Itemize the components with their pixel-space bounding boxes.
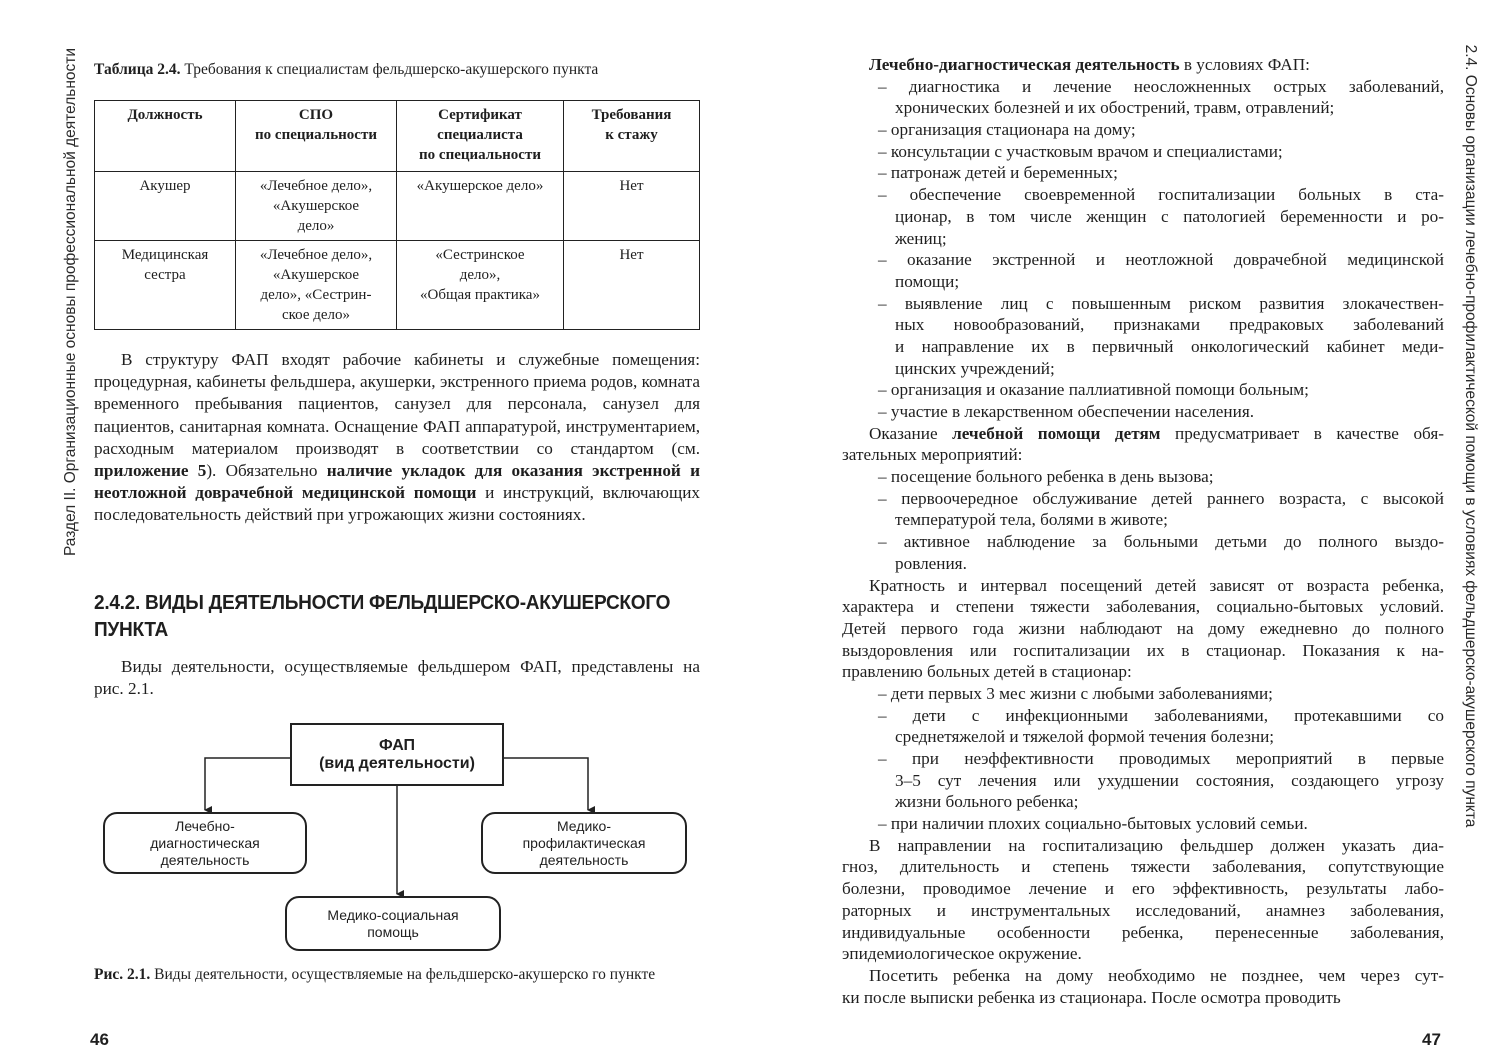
page-number-left: 46 (90, 1030, 109, 1049)
box-label: помощь (367, 923, 419, 940)
list-item: – активное наблюдение за больными детьми до полного выздо- (878, 532, 1444, 552)
box-label: (вид деятельности) (319, 754, 475, 772)
table-caption-label: Таблица 2.4. (94, 61, 181, 78)
table-cell: Медицинская сестра (95, 241, 236, 330)
text-line: среднетяжелой и тяжелой формой течения болезни; (895, 727, 1275, 747)
text-line: выздоровления или госпитализации их в стационар. Показания к на- (842, 640, 1444, 660)
list-item: – патронаж детей и беременных; (878, 163, 1118, 183)
list-item: – обеспечение своевременной госпитализации больных в ста- (878, 185, 1444, 205)
text-line: раторных и инструментальных исследований, анамнез заболевания, (842, 900, 1444, 920)
text-line: ки после выписки ребенка из стационара. После осмотра проводить (842, 987, 1341, 1007)
connector-left (205, 758, 290, 810)
table-cell: Акушер (95, 172, 236, 241)
text-line: Оказание лечебной помощи детям предусматривает в качестве обя- (869, 423, 1444, 443)
figure-caption (94, 965, 700, 985)
table-row (95, 241, 700, 330)
running-head-right: 2.4. Основы организации лечебно-профилактической помощи в условиях фельдшерско-акушерского пункта (1462, 44, 1479, 828)
diagram-box-treatment (103, 812, 307, 874)
paragraph-text: ). Обязательно (206, 461, 327, 481)
table-header-cell: Сертификат специалиста по специальности (397, 101, 564, 172)
box-label: Медико- (556, 817, 612, 834)
list-item: – выявление лиц с повышенным риском развития злокачествен- (878, 293, 1444, 313)
requirements-table (94, 100, 700, 330)
table-cell: «Лечебное дело», «Акушерское дело», «Сестрин- ское дело» (236, 241, 397, 330)
box-label: диагностическая (150, 834, 260, 851)
table-row (95, 172, 700, 241)
text-line: 3–5 сут лечения или ухудшении состояния, создающего угрозу (895, 770, 1444, 790)
running-head-left: Раздел II. Организационные основы профессиональной деятельности (62, 47, 79, 557)
box-label: ФАП (378, 736, 416, 754)
text-line: и направление их в первичный онкологический кабинет меди- (895, 336, 1444, 356)
text-line: цинских учреждений; (895, 358, 1055, 378)
figure-caption-text: Виды деятельности, осуществляемые на фельдшерско-акушерско го пункте (150, 966, 656, 983)
heading-bold: Лечебно-диагностическая деятельность (869, 55, 1180, 74)
text-line: помощи; (895, 271, 960, 291)
right-column (842, 54, 1444, 1008)
text-line: Детей первого года жизни наблюдают на дому ежедневно до полного (842, 618, 1444, 638)
appendix-reference: приложение 5 (94, 461, 207, 481)
table-cell: «Акушерское дело» (397, 172, 564, 241)
box-label: Лечебно- (175, 817, 235, 834)
page-number-right: 47 (1422, 1030, 1441, 1049)
text-line: ных новообразований, признаками предраковых заболеваний (895, 315, 1444, 335)
list-item: – участие в лекарственном обеспечении населения. (878, 402, 1255, 421)
box-label: профилактическая (522, 834, 646, 851)
text-line: жениц; (895, 228, 947, 248)
list-item: – диагностика и лечение неосложненных острых заболеваний, (878, 76, 1444, 96)
table-cell: «Лечебное дело», «Акушерское дело» (236, 172, 397, 241)
text-line: ровления. (895, 553, 967, 573)
text-line: хронических болезней и их обострений, травм, отравлений; (895, 98, 1335, 118)
diagram-box-social (285, 896, 501, 951)
list-item: – первоочередное обслуживание детей раннего возраста, с высокой (878, 488, 1444, 508)
text-line: эпидемиологическое окружение. (842, 944, 1082, 964)
activities-diagram (98, 720, 698, 960)
table-cell: Нет (564, 172, 700, 241)
list-item: – дети с инфекционными заболеваниями, протекавшими со (878, 705, 1444, 725)
box-label: деятельность (539, 851, 629, 868)
text-line: В направлении на госпитализацию фельдшер должен указать диа- (869, 835, 1444, 855)
text-line: зательных мероприятий: (842, 445, 1023, 465)
paragraph-emphasis: наличие укладок для оказания экстренной и неотложной доврачебной медицинской помощи (94, 461, 700, 503)
text-line: правлению больных детей в стационар: (842, 662, 1132, 682)
text-line: температурой тела, болями в животе; (895, 510, 1168, 530)
list-item: – консультации с участковым врачом и специалистами; (878, 141, 1283, 161)
section-heading: 2.4.2. ВИДЫ ДЕЯТЕЛЬНОСТИ ФЕЛЬДШЕРСКО-АКУШЕРСКОГО ПУНКТА (94, 591, 671, 641)
paragraph-text: Виды деятельности, осуществляемые фельдшером ФАП, представлены на рис. 2.1. (94, 657, 700, 699)
diagram-box-fap (290, 723, 504, 786)
list-item: – при неэффективности проводимых мероприятий в первые (878, 749, 1444, 768)
table-caption (94, 61, 598, 79)
left-paragraph-2 (94, 656, 700, 700)
text-line: Кратность и интервал посещений детей зависят от возраста ребенка, (869, 575, 1444, 595)
list-item: – организация и оказание паллиативной помощи больным; (878, 380, 1309, 400)
table-header-cell: СПО по специальности (236, 101, 397, 172)
figure-caption-label: Рис. 2.1. (94, 966, 151, 983)
table-cell: Нет (564, 241, 700, 330)
box-label: Медико-социальная (327, 906, 459, 923)
heading-rest: в условиях ФАП: (1179, 55, 1310, 74)
right-column-lines (842, 76, 1444, 1009)
box-label: деятельность (160, 851, 250, 868)
emphasis: лечебной помощи детям (952, 423, 1161, 443)
text-line: жизни больного ребенка; (895, 792, 1079, 812)
table-cell: «Сестринское дело», «Общая практика» (397, 241, 564, 330)
list-item: – посещение больного ребенка в день вызова; (878, 467, 1214, 487)
table-header-cell: Требования к стажу (564, 101, 700, 172)
left-paragraph (94, 349, 700, 527)
text-line: болезни, проводимое лечение и его эффективность, результаты лабо- (842, 879, 1444, 899)
connector-right (504, 758, 588, 810)
table-header-cell: Должность (95, 101, 236, 172)
text-line: индивидуальные особенности ребенка, перенесенные заболевания, (842, 922, 1444, 942)
list-item: – организация стационара на дому; (878, 120, 1136, 140)
list-item: – дети первых 3 мес жизни с любыми заболеваниями; (878, 683, 1273, 703)
table-header-row (95, 101, 700, 172)
paragraph-text: В структуру ФАП входят рабочие кабинеты и служебные помещения: процедурная, кабинеты фельдшера, акушерки, экстренного приема родов, комната временного пребывания пациентов, санузел для персонала, санузел для пациентов, санитарная комната. Оснащение ФАП аппаратурой, инструментарием, расходным материалом производят в соответствии со стандартом (см. (94, 350, 700, 458)
text-line: характера и степени тяжести заболевания, социально-бытовых условий. (842, 597, 1444, 617)
list-item: – при наличии плохих социально-бытовых условий семьи. (878, 814, 1308, 834)
table-caption-text: Требования к специалистам фельдшерско-акушерского пункта (180, 61, 599, 78)
text-line: гноз, длительность и степень тяжести заболевания, сопутствующие (842, 857, 1444, 877)
paragraph-text: и инструкций, включающих последовательность действий при угрожающих жизни состояниях. (94, 483, 700, 525)
right-column-heading (842, 54, 1444, 76)
diagram-box-prevention (481, 812, 687, 874)
list-item: – оказание экстренной и неотложной доврачебной медицинской (878, 250, 1444, 270)
text-line: Посетить ребенка на дому необходимо не позднее, чем через сут- (869, 965, 1444, 985)
text-line: ционар, в том числе женщин с патологией беременности и ро- (895, 206, 1444, 226)
